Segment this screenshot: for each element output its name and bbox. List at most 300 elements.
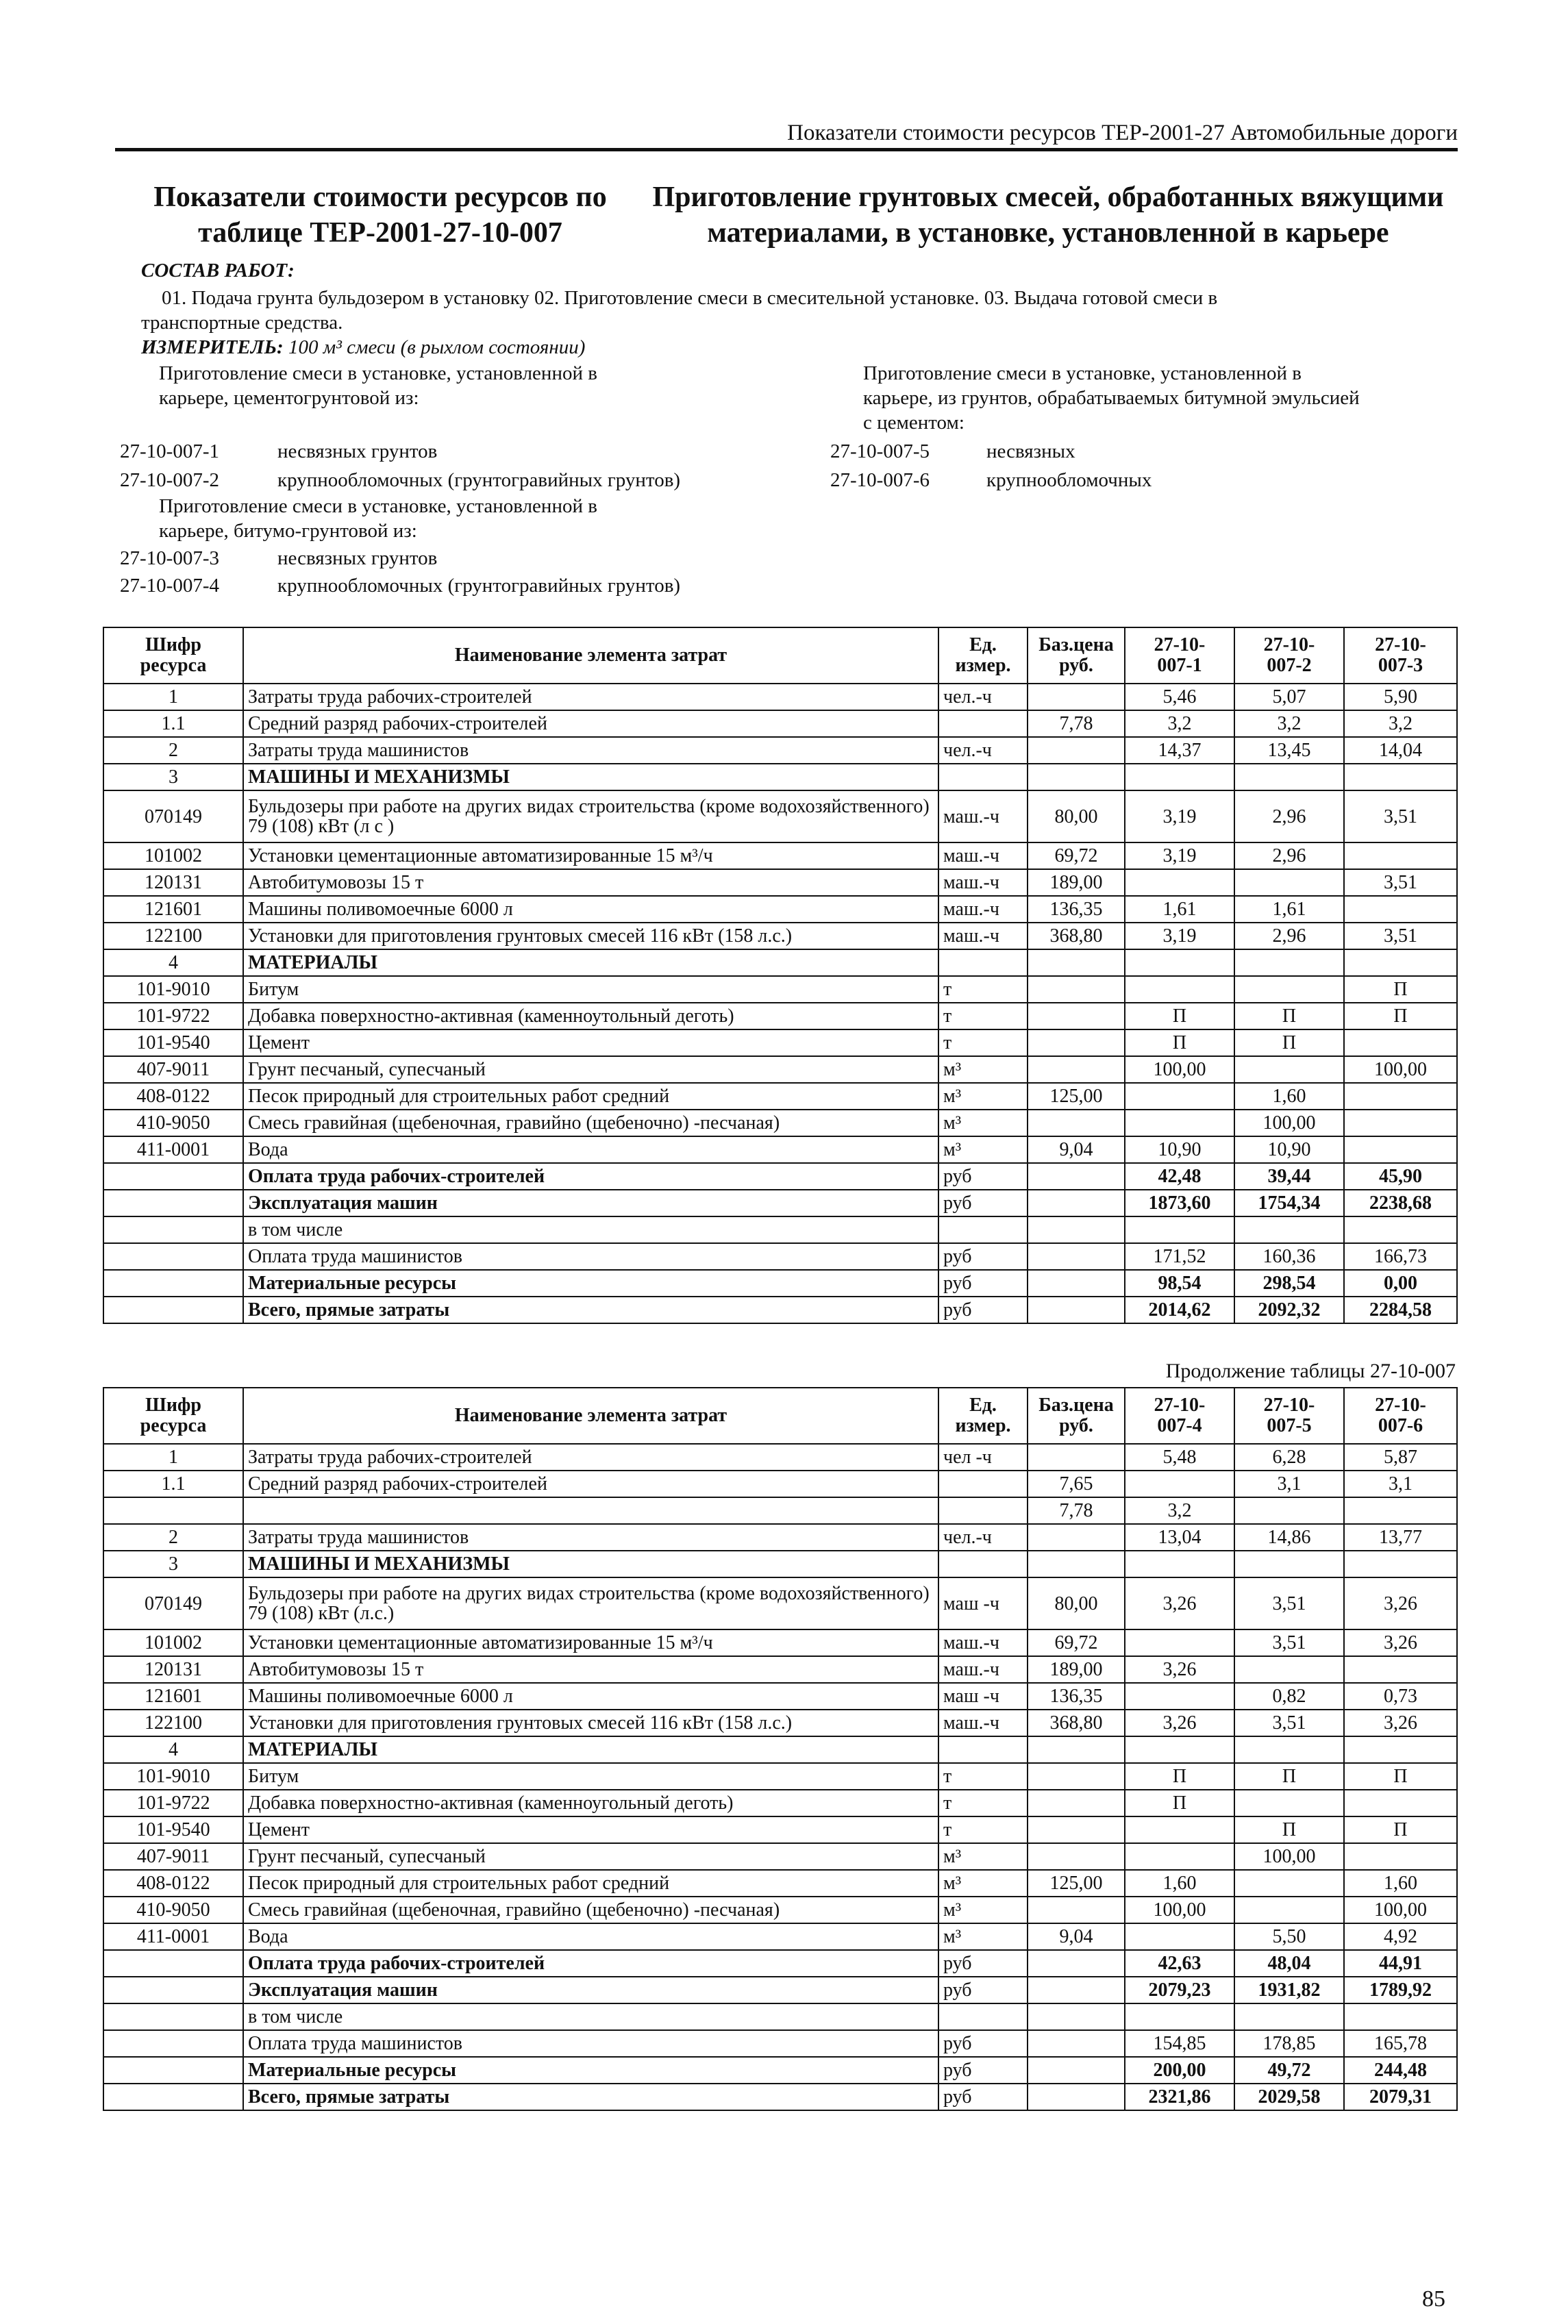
cell-price xyxy=(1028,1763,1125,1790)
cell-code: 101-9722 xyxy=(103,1003,243,1029)
desc-right-code-5: 27-10-007-5 xyxy=(830,440,930,462)
cell-value-3: 0,73 xyxy=(1344,1683,1457,1710)
cell-code: 4 xyxy=(103,1736,243,1763)
cell-name: Всего, прямые затраты xyxy=(243,1297,938,1323)
cell-value-3 xyxy=(1344,896,1457,923)
table-row xyxy=(103,1816,1457,1843)
cell-price: 9,04 xyxy=(1028,1136,1125,1163)
cell-price xyxy=(1028,1243,1125,1270)
cell-name: Песок природный для строительных работ средний xyxy=(243,1083,938,1110)
cell-value-2: 2,96 xyxy=(1234,790,1344,842)
cell-price xyxy=(1028,1843,1125,1870)
cell-value-1: 42,63 xyxy=(1125,1950,1234,1977)
cell-value-3: П xyxy=(1344,976,1457,1003)
cell-unit xyxy=(938,710,1028,737)
table-row xyxy=(103,1003,1457,1029)
cell-unit: маш.-ч xyxy=(938,896,1028,923)
cell-value-2: 160,36 xyxy=(1234,1243,1344,1270)
table-row xyxy=(103,1083,1457,1110)
cell-value-3 xyxy=(1344,949,1457,976)
izmeritel xyxy=(141,334,585,360)
cell-value-3: П xyxy=(1344,1816,1457,1843)
cell-value-2: 48,04 xyxy=(1234,1950,1344,1977)
cell-name: Добавка поверхностно-активная (каменноугольный деготь) xyxy=(243,1790,938,1816)
col-header-27-10-007-2: 27-10- 007-2 xyxy=(1234,627,1344,684)
desc-left-text-1: несвязных грунтов xyxy=(277,440,438,462)
cell-name: Установки цементационные автоматизированные 15 м³/ч xyxy=(243,842,938,869)
cell-value-2: 100,00 xyxy=(1234,1843,1344,1870)
cell-price xyxy=(1028,1029,1125,1056)
cell-value-1 xyxy=(1125,1843,1234,1870)
table-row xyxy=(103,1923,1457,1950)
sostav-label: СОСТАВ РАБОТ: xyxy=(141,260,295,282)
cell-code: 3 xyxy=(103,764,243,790)
title-left-line-1: Показатели стоимости ресурсов по xyxy=(153,182,607,213)
cell-value-2: 0,82 xyxy=(1234,1683,1344,1710)
cell-code: 122100 xyxy=(103,1710,243,1736)
continuation-label: Продолжение таблицы 27-10-007 xyxy=(1165,1360,1456,1382)
cell-unit: м³ xyxy=(938,1110,1028,1136)
cell-code xyxy=(103,1497,243,1524)
cell-name: Затраты труда рабочих-строителей xyxy=(243,684,938,710)
cell-code: 1.1 xyxy=(103,1471,243,1497)
cell-name: Бульдозеры при работе на других видах строительства (кроме водохозяйственного) 79 (108) кВт (л с ) xyxy=(243,790,938,842)
cell-unit xyxy=(938,1216,1028,1243)
cell-value-2 xyxy=(1234,1897,1344,1923)
cell-code: 101002 xyxy=(103,1629,243,1656)
cell-unit: чел -ч xyxy=(938,1444,1028,1471)
cell-unit: т xyxy=(938,976,1028,1003)
cell-price xyxy=(1028,737,1125,764)
cell-value-3: 166,73 xyxy=(1344,1243,1457,1270)
cell-value-2 xyxy=(1234,1736,1344,1763)
desc-right-code-6: 27-10-007-6 xyxy=(830,469,930,491)
cell-price: 189,00 xyxy=(1028,869,1125,896)
cell-price xyxy=(1028,1190,1125,1216)
cell-value-1: 200,00 xyxy=(1125,2057,1234,2084)
cell-name: Вода xyxy=(243,1923,938,1950)
cell-value-1 xyxy=(1125,1216,1234,1243)
cell-code: 070149 xyxy=(103,790,243,842)
cell-value-1 xyxy=(1125,764,1234,790)
cell-value-1 xyxy=(1125,1629,1234,1656)
cell-price xyxy=(1028,1003,1125,1029)
cell-unit: руб xyxy=(938,1977,1028,2003)
resource-table-1 xyxy=(103,627,1458,1324)
cell-value-2 xyxy=(1234,1790,1344,1816)
cell-code: 410-9050 xyxy=(103,1897,243,1923)
cell-price xyxy=(1028,1897,1125,1923)
cell-code: 1 xyxy=(103,684,243,710)
cell-unit: т xyxy=(938,1790,1028,1816)
cell-value-2 xyxy=(1234,1497,1344,1524)
cell-unit xyxy=(938,1471,1028,1497)
cell-value-3: П xyxy=(1344,1763,1457,1790)
cell-value-2: 3,1 xyxy=(1234,1471,1344,1497)
cell-value-3: 100,00 xyxy=(1344,1897,1457,1923)
cell-code: 411-0001 xyxy=(103,1923,243,1950)
cell-price xyxy=(1028,2057,1125,2084)
cell-unit: м³ xyxy=(938,1923,1028,1950)
cell-value-1: 2079,23 xyxy=(1125,1977,1234,2003)
table-row xyxy=(103,1444,1457,1471)
cell-code: 101-9010 xyxy=(103,976,243,1003)
cell-name: Материальные ресурсы xyxy=(243,1270,938,1297)
cell-code: 120131 xyxy=(103,1656,243,1683)
cell-value-1: 3,26 xyxy=(1125,1710,1234,1736)
resource-table-2 xyxy=(103,1387,1458,2111)
cell-value-1: 3,19 xyxy=(1125,923,1234,949)
cell-value-1: П xyxy=(1125,1029,1234,1056)
cell-code: 2 xyxy=(103,737,243,764)
cell-value-1 xyxy=(1125,976,1234,1003)
cell-code: 3 xyxy=(103,1551,243,1577)
cell-name: Смесь гравийная (щебеночная, гравийно (щебеночно) -песчаная) xyxy=(243,1897,938,1923)
cell-unit: маш.-ч xyxy=(938,869,1028,896)
cell-price xyxy=(1028,1110,1125,1136)
cell-code: 408-0122 xyxy=(103,1870,243,1897)
cell-value-1: 3,26 xyxy=(1125,1577,1234,1629)
cell-value-1: 3,2 xyxy=(1125,1497,1234,1524)
table-row xyxy=(103,684,1457,710)
cell-unit: маш.-ч xyxy=(938,1710,1028,1736)
table-row xyxy=(103,949,1457,976)
table-row xyxy=(103,1216,1457,1243)
cell-value-2 xyxy=(1234,949,1344,976)
cell-unit xyxy=(938,1497,1028,1524)
cell-value-2: П xyxy=(1234,1816,1344,1843)
cell-price: 80,00 xyxy=(1028,790,1125,842)
cell-price: 9,04 xyxy=(1028,1923,1125,1950)
table-row xyxy=(103,710,1457,737)
col-header-27-10-007-4: 27-10- 007-4 xyxy=(1125,1388,1234,1444)
cell-unit: т xyxy=(938,1003,1028,1029)
cell-value-2: 2,96 xyxy=(1234,842,1344,869)
table-row xyxy=(103,1056,1457,1083)
cell-name: Песок природный для строительных работ средний xyxy=(243,1870,938,1897)
cell-value-3: 3,51 xyxy=(1344,790,1457,842)
cell-value-3 xyxy=(1344,1110,1457,1136)
cell-value-3 xyxy=(1344,1843,1457,1870)
col-header-code: Шифр ресурса xyxy=(103,1388,243,1444)
table-row xyxy=(103,737,1457,764)
cell-unit: руб xyxy=(938,1190,1028,1216)
cell-price: 125,00 xyxy=(1028,1083,1125,1110)
cell-code xyxy=(103,1190,243,1216)
cell-value-3: 2238,68 xyxy=(1344,1190,1457,1216)
table-row xyxy=(103,1897,1457,1923)
cell-value-1: П xyxy=(1125,1790,1234,1816)
cell-value-3: 14,04 xyxy=(1344,737,1457,764)
cell-value-2 xyxy=(1234,1551,1344,1577)
cell-code: 411-0001 xyxy=(103,1136,243,1163)
cell-value-2: 100,00 xyxy=(1234,1110,1344,1136)
cell-value-1: 5,48 xyxy=(1125,1444,1234,1471)
cell-code xyxy=(103,2003,243,2030)
cell-value-3: 3,51 xyxy=(1344,923,1457,949)
cell-name: Установки для приготовления грунтовых смесей 116 кВт (158 л.с.) xyxy=(243,1710,938,1736)
title-right xyxy=(637,179,1459,251)
cell-price xyxy=(1028,976,1125,1003)
cell-code: 101-9540 xyxy=(103,1029,243,1056)
cell-value-2: 178,85 xyxy=(1234,2030,1344,2057)
cell-price: 368,80 xyxy=(1028,923,1125,949)
cell-value-3 xyxy=(1344,1790,1457,1816)
table-row xyxy=(103,764,1457,790)
cell-price xyxy=(1028,684,1125,710)
cell-value-1: П xyxy=(1125,1763,1234,1790)
cell-value-3: 3,26 xyxy=(1344,1629,1457,1656)
cell-unit: м³ xyxy=(938,1056,1028,1083)
cell-value-2 xyxy=(1234,2003,1344,2030)
cell-code xyxy=(103,2057,243,2084)
cell-value-2: 3,51 xyxy=(1234,1577,1344,1629)
cell-code: 101-9540 xyxy=(103,1816,243,1843)
cell-value-1: 98,54 xyxy=(1125,1270,1234,1297)
cell-code: 122100 xyxy=(103,923,243,949)
cell-price: 69,72 xyxy=(1028,842,1125,869)
cell-code: 070149 xyxy=(103,1577,243,1629)
cell-name: Машины поливомоечные 6000 л xyxy=(243,896,938,923)
desc-left-text-2: крупнообломочных (грунтогравийных грунтов) xyxy=(277,469,681,491)
cell-value-1: 42,48 xyxy=(1125,1163,1234,1190)
cell-value-2: 3,2 xyxy=(1234,710,1344,737)
cell-name: МАШИНЫ И МЕХАНИЗМЫ xyxy=(243,1551,938,1577)
cell-name: Оплата труда машинистов xyxy=(243,2030,938,2057)
cell-price xyxy=(1028,1056,1125,1083)
cell-name: МАТЕРИАЛЫ xyxy=(243,1736,938,1763)
col-header-price: Баз.цена руб. xyxy=(1028,627,1125,684)
table-row xyxy=(103,2084,1457,2110)
cell-value-3: 1789,92 xyxy=(1344,1977,1457,2003)
cell-unit: т xyxy=(938,1816,1028,1843)
cell-unit xyxy=(938,2003,1028,2030)
cell-value-3: 44,91 xyxy=(1344,1950,1457,1977)
title-right-line-1: Приготовление грунтовых смесей, обработанных вяжущими xyxy=(652,182,1444,213)
table-row xyxy=(103,923,1457,949)
cell-value-1: 3,19 xyxy=(1125,790,1234,842)
cell-unit xyxy=(938,764,1028,790)
cell-value-1: 1,61 xyxy=(1125,896,1234,923)
running-header: Показатели стоимости ресурсов ТЕР-2001-27 Автомобильные дороги xyxy=(115,118,1458,151)
cell-price xyxy=(1028,2084,1125,2110)
cell-value-2 xyxy=(1234,1216,1344,1243)
cell-value-2: 2,96 xyxy=(1234,923,1344,949)
table-row xyxy=(103,1297,1457,1323)
cell-value-2: 2029,58 xyxy=(1234,2084,1344,2110)
cell-name xyxy=(243,1497,938,1524)
cell-value-3 xyxy=(1344,1083,1457,1110)
cell-value-1: П xyxy=(1125,1003,1234,1029)
table-header-row xyxy=(103,1388,1457,1444)
table-row xyxy=(103,2003,1457,2030)
cell-value-2: 14,86 xyxy=(1234,1524,1344,1551)
cell-name: Грунт песчаный, супесчаный xyxy=(243,1843,938,1870)
cell-unit: чел.-ч xyxy=(938,684,1028,710)
cell-price: 136,35 xyxy=(1028,1683,1125,1710)
table-row xyxy=(103,869,1457,896)
cell-value-3 xyxy=(1344,1029,1457,1056)
cell-value-3: 3,51 xyxy=(1344,869,1457,896)
cell-code: 407-9011 xyxy=(103,1056,243,1083)
cell-value-3: 3,26 xyxy=(1344,1710,1457,1736)
cell-value-2 xyxy=(1234,1056,1344,1083)
cell-value-3 xyxy=(1344,764,1457,790)
cell-value-3: 165,78 xyxy=(1344,2030,1457,2057)
cell-price: 189,00 xyxy=(1028,1656,1125,1683)
cell-value-3 xyxy=(1344,1136,1457,1163)
table-row xyxy=(103,1163,1457,1190)
cell-value-2 xyxy=(1234,1656,1344,1683)
cell-price xyxy=(1028,1790,1125,1816)
cell-name: Добавка поверхностно-активная (каменноутольный деготь) xyxy=(243,1003,938,1029)
cell-value-3: П xyxy=(1344,1003,1457,1029)
cell-value-2 xyxy=(1234,869,1344,896)
cell-name: Грунт песчаный, супесчаный xyxy=(243,1056,938,1083)
cell-name: Затраты труда машинистов xyxy=(243,1524,938,1551)
cell-code: 121601 xyxy=(103,1683,243,1710)
cell-code: 2 xyxy=(103,1524,243,1551)
desc-right-line-1: Приготовление смеси в установке, установленной в xyxy=(863,362,1302,384)
col-header-unit: Ед. измер. xyxy=(938,627,1028,684)
sostav-line-1: 01. Подача грунта бульдозером в установку 02. Приготовление смеси в смесительной установке. 03. Выдача готовой смеси в xyxy=(162,287,1218,309)
cell-value-1 xyxy=(1125,1551,1234,1577)
table-row xyxy=(103,1190,1457,1216)
cell-value-3: 1,60 xyxy=(1344,1870,1457,1897)
desc-left-code-2: 27-10-007-2 xyxy=(120,469,219,491)
cell-value-1: 5,46 xyxy=(1125,684,1234,710)
cell-value-2: 3,51 xyxy=(1234,1629,1344,1656)
cell-unit: маш.-ч xyxy=(938,1629,1028,1656)
cell-value-3 xyxy=(1344,842,1457,869)
cell-price: 7,65 xyxy=(1028,1471,1125,1497)
cell-value-1 xyxy=(1125,949,1234,976)
page-number: 85 xyxy=(1422,2286,1445,2312)
cell-unit xyxy=(938,949,1028,976)
cell-value-3: 2079,31 xyxy=(1344,2084,1457,2110)
cell-price xyxy=(1028,1551,1125,1577)
col-header-price: Баз.цена руб. xyxy=(1028,1388,1125,1444)
cell-price: 7,78 xyxy=(1028,710,1125,737)
cell-value-3: 2284,58 xyxy=(1344,1297,1457,1323)
col-header-27-10-007-1: 27-10- 007-1 xyxy=(1125,627,1234,684)
cell-value-3: 3,2 xyxy=(1344,710,1457,737)
cell-price xyxy=(1028,1736,1125,1763)
cell-value-2 xyxy=(1234,764,1344,790)
title-right-line-2: материалами, в установке, установленной в карьере xyxy=(707,217,1389,249)
table-row xyxy=(103,790,1457,842)
desc-left-text-3: несвязных грунтов xyxy=(277,547,438,569)
cell-price xyxy=(1028,1444,1125,1471)
table-row xyxy=(103,1710,1457,1736)
cell-code: 410-9050 xyxy=(103,1110,243,1136)
table-row xyxy=(103,1029,1457,1056)
cell-code xyxy=(103,1216,243,1243)
cell-name: Оплата труда рабочих-строителей xyxy=(243,1950,938,1977)
table-row xyxy=(103,1577,1457,1629)
cell-value-1 xyxy=(1125,2003,1234,2030)
cell-name: Битум xyxy=(243,976,938,1003)
title-left-line-2: таблице ТЕР-2001-27-10-007 xyxy=(198,217,562,249)
table-row xyxy=(103,1977,1457,2003)
cell-name: Оплата труда рабочих-строителей xyxy=(243,1163,938,1190)
cell-code xyxy=(103,1950,243,1977)
cell-value-3: 5,90 xyxy=(1344,684,1457,710)
cell-code: 1.1 xyxy=(103,710,243,737)
cell-name: Эксплуатация машин xyxy=(243,1977,938,2003)
table-row xyxy=(103,842,1457,869)
cell-value-3: 5,87 xyxy=(1344,1444,1457,1471)
cell-value-2: 1931,82 xyxy=(1234,1977,1344,2003)
cell-name: Смесь гравийная (щебеночная, гравийно (щебеночно) -песчаная) xyxy=(243,1110,938,1136)
cell-price xyxy=(1028,1163,1125,1190)
cell-code xyxy=(103,1297,243,1323)
cell-value-1: 14,37 xyxy=(1125,737,1234,764)
col-header-27-10-007-5: 27-10- 007-5 xyxy=(1234,1388,1344,1444)
cell-unit: м³ xyxy=(938,1870,1028,1897)
cell-name: Цемент xyxy=(243,1029,938,1056)
cell-code: 407-9011 xyxy=(103,1843,243,1870)
cell-code xyxy=(103,2030,243,2057)
cell-code: 1 xyxy=(103,1444,243,1471)
cell-price: 136,35 xyxy=(1028,896,1125,923)
cell-name: Средний разряд рабочих-строителей xyxy=(243,710,938,737)
cell-value-1: 100,00 xyxy=(1125,1897,1234,1923)
cell-value-2: 1,61 xyxy=(1234,896,1344,923)
desc-left-text-4: крупнообломочных (грунтогравийных грунтов) xyxy=(277,575,681,597)
izmeritel-label: ИЗМЕРИТЕЛЬ: xyxy=(141,336,284,358)
cell-code: 120131 xyxy=(103,869,243,896)
cell-name: Вода xyxy=(243,1136,938,1163)
col-header-27-10-007-3: 27-10- 007-3 xyxy=(1344,627,1457,684)
cell-code: 101-9010 xyxy=(103,1763,243,1790)
table-row xyxy=(103,1683,1457,1710)
cell-value-2: 1,60 xyxy=(1234,1083,1344,1110)
cell-value-1 xyxy=(1125,1816,1234,1843)
cell-value-1 xyxy=(1125,1110,1234,1136)
cell-value-2: 5,50 xyxy=(1234,1923,1344,1950)
table-header-row xyxy=(103,627,1457,684)
cell-value-1: 10,90 xyxy=(1125,1136,1234,1163)
cell-code xyxy=(103,1270,243,1297)
cell-price xyxy=(1028,1816,1125,1843)
table-row xyxy=(103,1629,1457,1656)
cell-code: 408-0122 xyxy=(103,1083,243,1110)
cell-price xyxy=(1028,2003,1125,2030)
cell-value-3: 100,00 xyxy=(1344,1056,1457,1083)
cell-code xyxy=(103,1163,243,1190)
cell-value-1: 171,52 xyxy=(1125,1243,1234,1270)
desc-right-text-5: несвязных xyxy=(986,440,1075,462)
cell-price: 368,80 xyxy=(1028,1710,1125,1736)
col-header-27-10-007-6: 27-10- 007-6 xyxy=(1344,1388,1457,1444)
cell-value-3 xyxy=(1344,2003,1457,2030)
table-row xyxy=(103,1790,1457,1816)
desc-left-code-4: 27-10-007-4 xyxy=(120,575,219,597)
table-row xyxy=(103,2057,1457,2084)
cell-name: Цемент xyxy=(243,1816,938,1843)
cell-price xyxy=(1028,1524,1125,1551)
cell-price xyxy=(1028,1950,1125,1977)
cell-unit: маш -ч xyxy=(938,1577,1028,1629)
cell-value-2: 1754,34 xyxy=(1234,1190,1344,1216)
desc-right-line-3: с цементом: xyxy=(863,412,965,434)
table-row xyxy=(103,1736,1457,1763)
table-row xyxy=(103,1497,1457,1524)
cell-value-1 xyxy=(1125,869,1234,896)
cell-price: 125,00 xyxy=(1028,1870,1125,1897)
table-row xyxy=(103,1763,1457,1790)
